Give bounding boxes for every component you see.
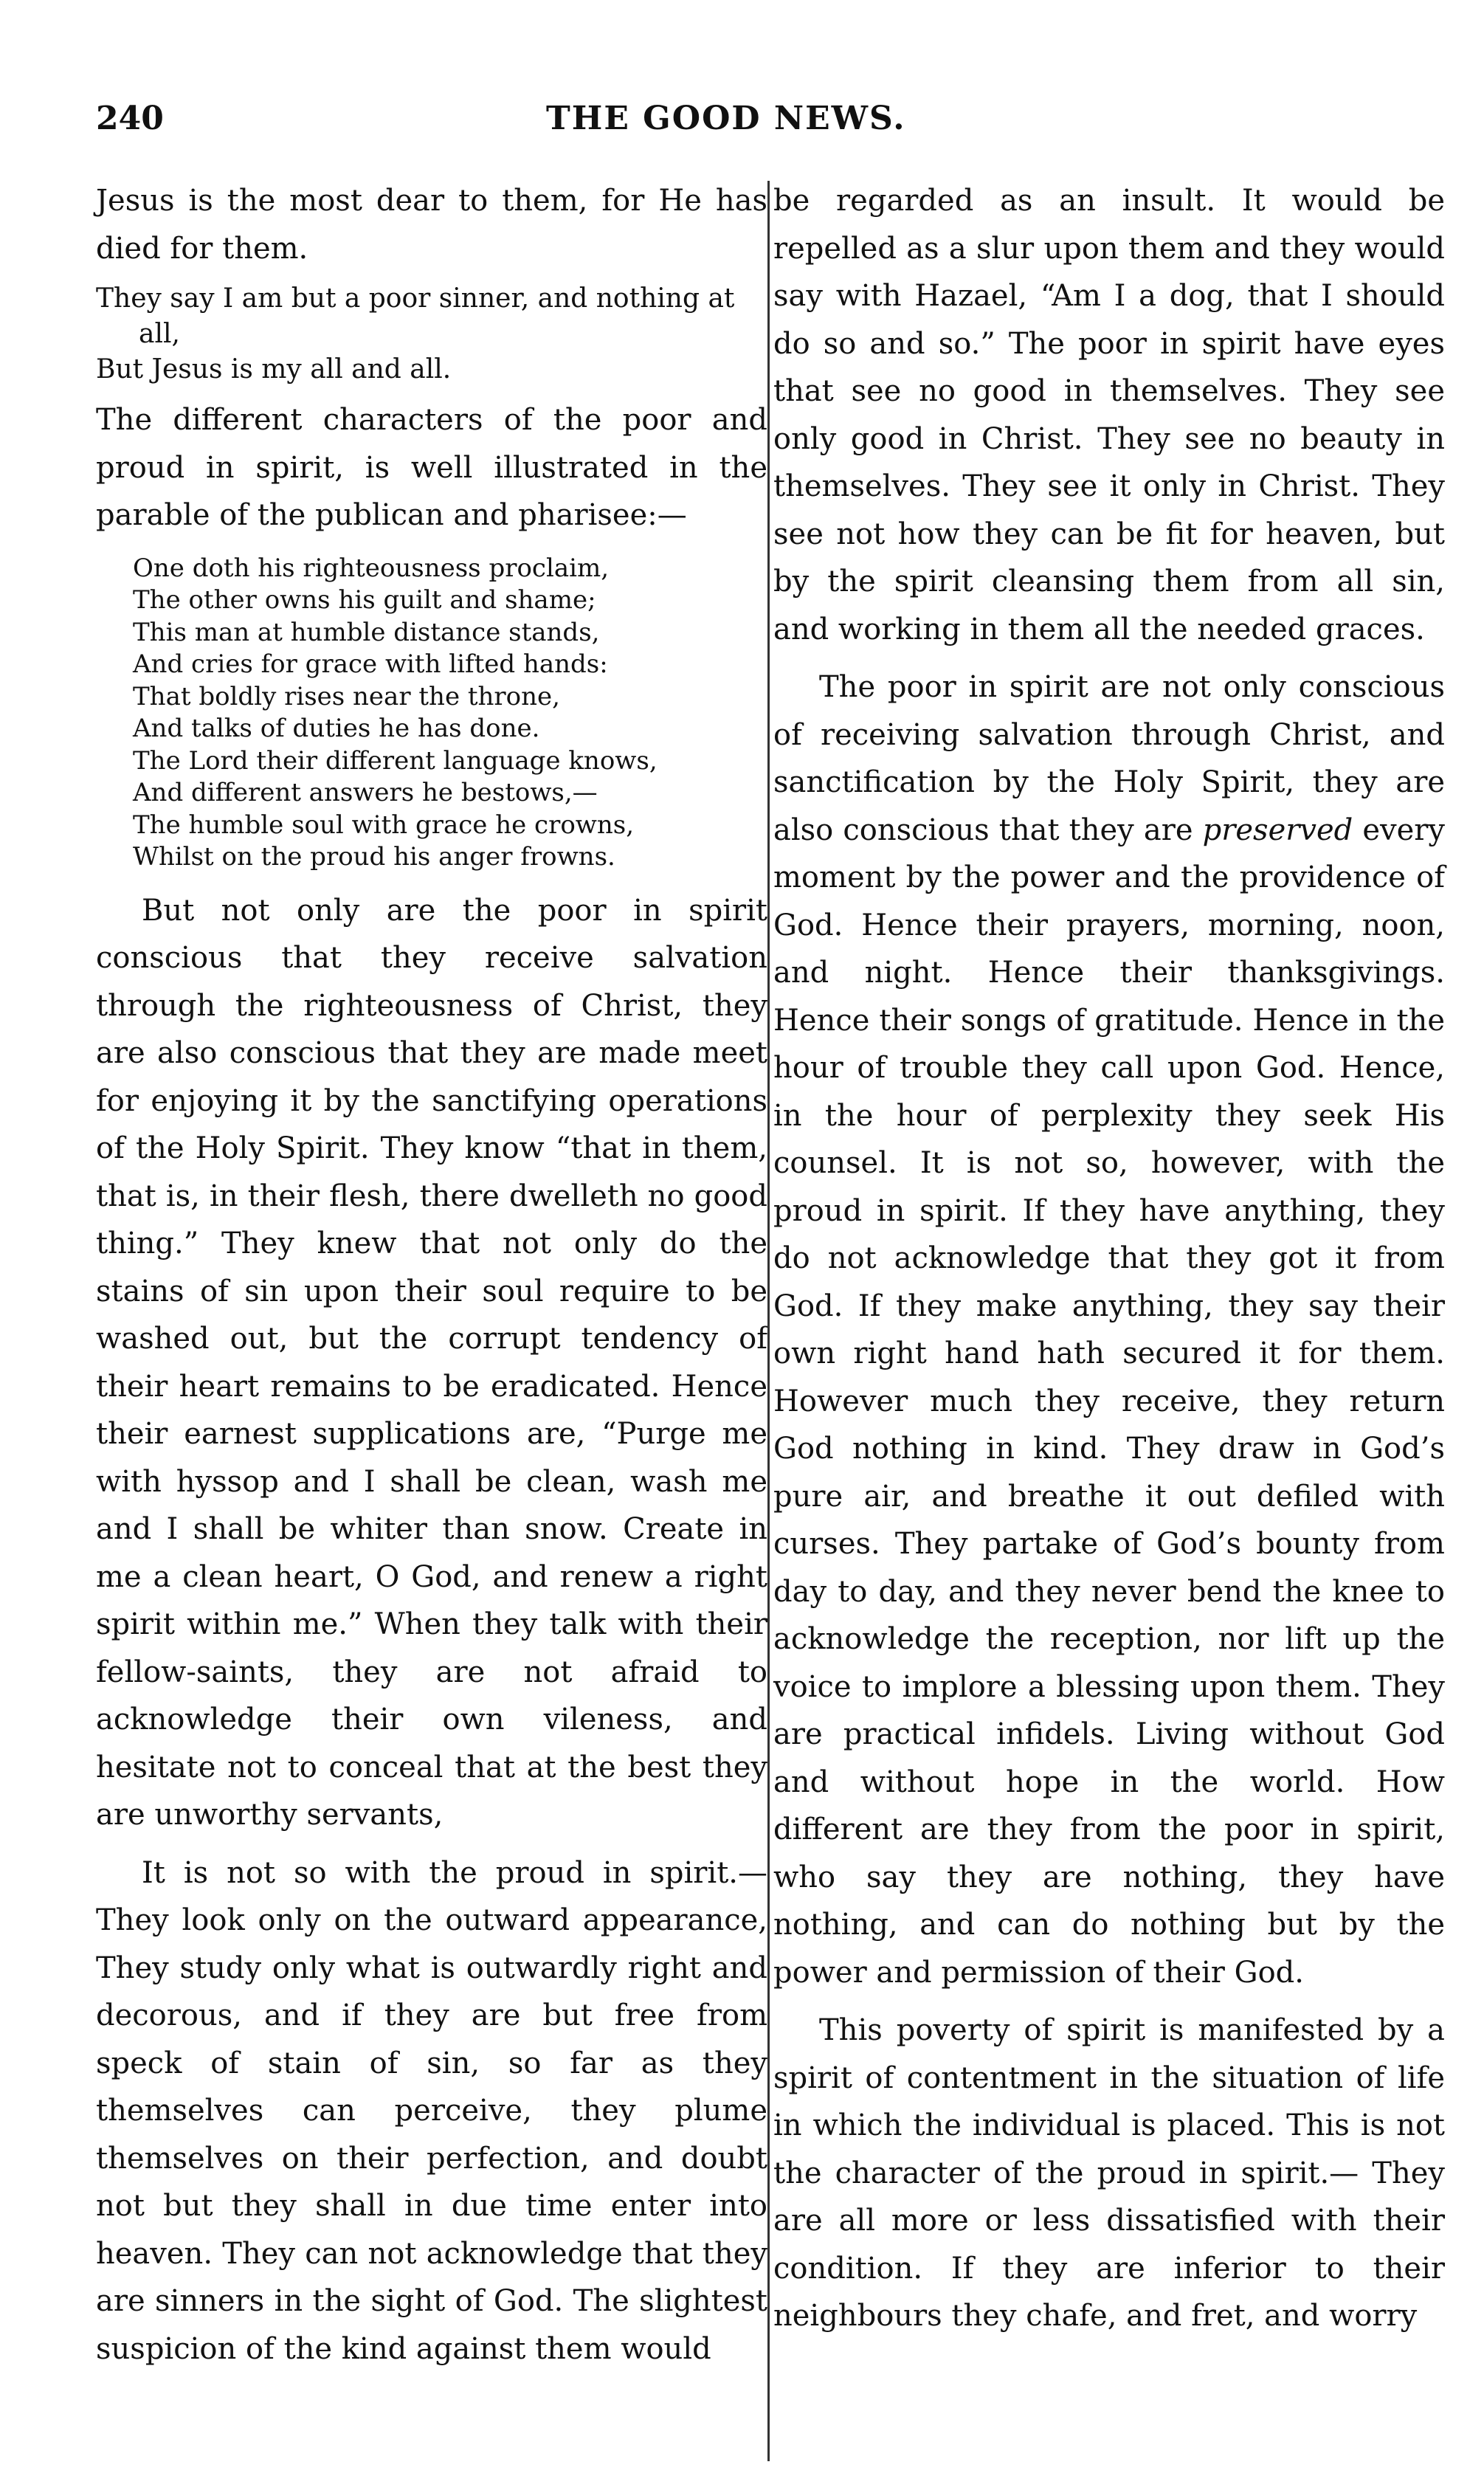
page-header — [96, 100, 1432, 159]
poem-line: That boldly rises near the throne, — [133, 681, 560, 711]
quote-line: They say I am but a poor sinner, and nothing at all, — [96, 283, 735, 349]
running-title: THE GOOD NEWS. — [546, 100, 906, 137]
poem-line: The humble soul with grace he crowns, — [133, 810, 635, 840]
right-paragraph-1: be regarded as an insult. It would be repelled as a slur upon them and they would say with Hazael, “Am I a dog, that I should do so and so.” The poor in spirit have eyes that see no good in themselves. They see only good in Christ. They see no beauty in themselves. They see it only in Christ. They see not how they can be fit for heaven, but by the spirit cleansing them from all sin, and working in them all the needed graces. — [773, 184, 1445, 646]
column-divider — [767, 181, 770, 2461]
right-paragraph-3: This poverty of spirit is manifested by a spirit of contentment in the situation of life in which the individual is placed. This is not the character of the proud in spirit.— They are all more or less dissatisfied with their condition. If they are inferior to their neighbours they chafe, and fret, and worry — [773, 2013, 1445, 2333]
quote-line: But Jesus is my all and all. — [96, 354, 452, 384]
poem-line: And cries for grace with lifted hands: — [133, 649, 608, 679]
left-paragraph-1: Jesus is the most dear to them, for He has died for them. — [96, 184, 767, 266]
left-column — [96, 177, 767, 2373]
left-paragraph-2: The different characters of the poor and proud in spirit, is well illustrated in the parable of the publican and pharisee:— — [96, 403, 767, 532]
poem-line: The Lord their different language knows, — [133, 745, 658, 776]
poem-line: The other owns his guilt and shame; — [133, 585, 596, 615]
page-number: 240 — [96, 100, 164, 137]
poem-line: And talks of duties he has done. — [133, 714, 540, 743]
left-paragraph-4: It is not so with the proud in spirit.— They look only on the outward appearance, They study only what is outwardly right and decorous, and if they are but free from speck of stain of sin, so far as they themselves can perceive, they plume themselves on their perfection, and doubt not but they shall in due time enter into heaven. They can not acknowledge that they are sinners in the sight of God. The slightest suspicion of the kind against them would — [96, 1855, 767, 2366]
right-column — [773, 177, 1445, 2340]
hymn-quote — [96, 281, 767, 387]
right-paragraph-2 — [773, 663, 1445, 1996]
emphasis-preserved: preserved — [1202, 813, 1353, 847]
poem-line: And different answers he bestows,— — [133, 778, 598, 807]
poem-line: Whilst on the proud his anger frowns. — [133, 842, 615, 872]
left-paragraph-3: But not only are the poor in spirit conscious that they receive salvation through the righteousness of Christ, they are also conscious that they are made meet for enjoying it by the sanctifying operations of the Holy Spirit. They know “that in them, that is, in their flesh, there dwelleth no good thing.” They knew that not only do the stains of sin upon their soul require to be washed out, but the corrupt tendency of their heart remains to be eradicated. Hence their earnest supplications are, “Purge me with hyssop and I shall be clean, wash me and I shall be whiter than snow. Create in me a clean heart, O God, and renew a right spirit within me.” When they talk with their fellow-saints, they are not afraid to acknowledge their own vileness, and hesitate not to conceal that at the best they are unworthy servants, — [96, 893, 767, 1832]
right-paragraph-2-text-b: every moment by the power and the providence of God. Hence their prayers, morning, noon, and night. Hence their thanksgivings. Hence their songs of gratitude. Hence in the hour of trouble they call upon God. Hence, in the hour of perplexity they seek His counsel. It is not so, however, with the proud in spirit. If they have anything, they do not acknowledge that they got it from God. If they make anything, they say their own right hand hath secured it for them. However much they receive, they return God nothing in kind. They draw in God’s pure air, and breathe it out defiled with curses. They partake of God’s bounty from day to day, and they never bend the knee to acknowledge the reception, nor lift up the voice to implore a blessing upon them. They are practical infidels. Living without God and without hope in the world. How different are they from the poor in spirit, who say they are nothing, they have nothing, and can do nothing but by the power and permission of their God. — [773, 813, 1446, 1990]
poem-line: One doth his righteousness proclaim, — [133, 553, 610, 583]
poem — [133, 553, 767, 874]
right-paragraph-2-text-a: The poor in spirit are not only conscious of receiving salvation through Christ, and sanctification by the Holy Spirit, they are also conscious that they are — [773, 670, 1445, 847]
poem-line: This man at humble distance stands, — [133, 617, 600, 647]
